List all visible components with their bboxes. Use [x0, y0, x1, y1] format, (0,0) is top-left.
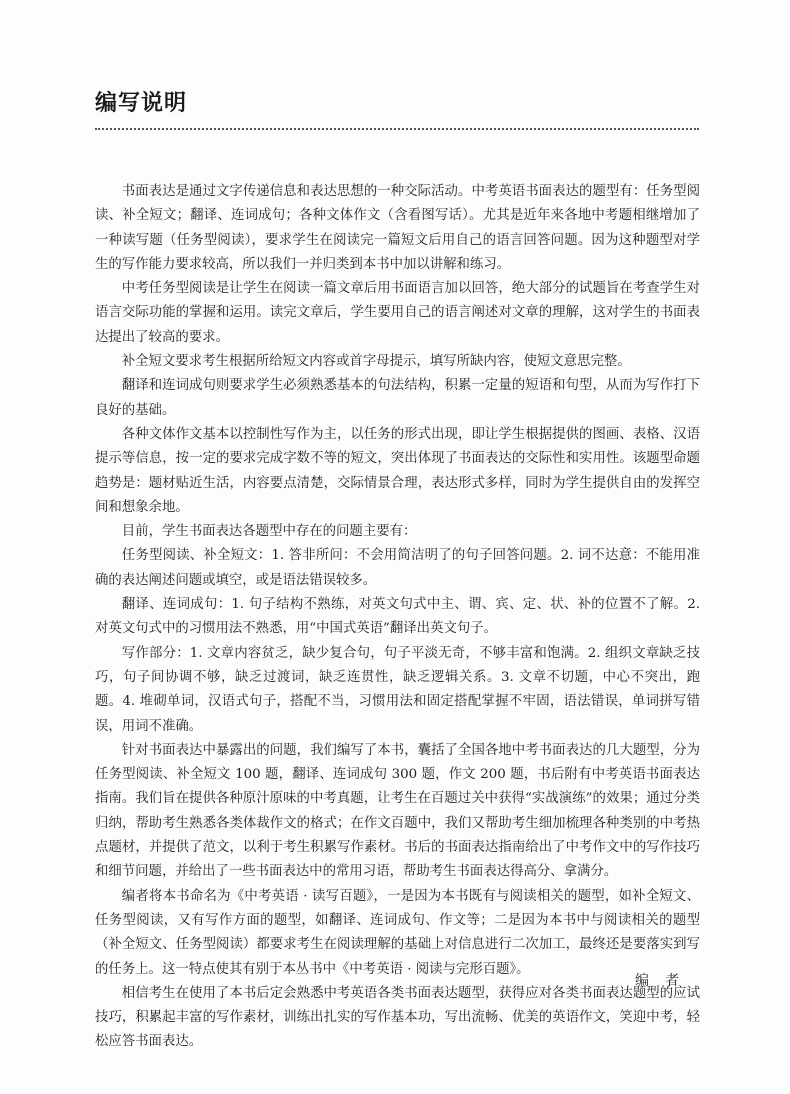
paragraph: 翻译和连词成句则要求学生必须熟悉基本的句法结构，积累一定量的短语和句型，从而为写作打下良好的基础。	[95, 378, 700, 418]
title-dotted-divider	[95, 128, 699, 130]
page-title: 编写说明	[95, 91, 188, 116]
author-signature: 编者	[635, 973, 695, 989]
preface-body	[95, 180, 700, 1055]
paragraph: 各种文体作文基本以控制性写作为主，以任务的形式出现，即让学生根据提供的图画、表格、汉语提示等信息，按一定的要求完成字数不等的短文，突出体现了书面表达的交际性和实用性。该题型命题趋势是：题材贴近生活，内容要点清楚，交际情景合理，表达形式多样，同时为学生提供自由的发挥空间和想象余地。	[95, 426, 700, 515]
paragraph: 相信考生在使用了本书后定会熟悉中考英语各类书面表达题型，获得应对各类书面表达题型的应试技巧，积累起丰富的写作素材，训练出扎实的写作基本功，写出流畅、优美的英语作文，笑迎中考，轻松应答书面表达。	[95, 985, 700, 1050]
paragraph: 书面表达是通过文字传递信息和表达思想的一种交际活动。中考英语书面表达的题型有：任务型阅读、补全短文；翻译、连词成句；各种文体作文（含看图写话）。尤其是近年来各地中考题相继增加了一种读写题（任务型阅读），要求学生在阅读完一篇短文后用自己的语言回答问题。因为这种题型对学生的写作能力要求较高，所以我们一并归类到本书中加以讲解和练习。	[95, 184, 700, 272]
paragraph: 目前，学生书面表达各题型中存在的问题主要有：	[121, 524, 417, 540]
paragraph: 针对书面表达中暴露出的问题，我们编写了本书，囊括了全国各地中考书面表达的几大题型，分为任务型阅读、补全短文 100 题，翻译、连词成句 300 题，作文 200 题，书后附有中考英语书面表达指南。我们旨在提供各种原汁原味的中考真题，让考生在百题过关中获得“实战演练”的效果；通过分类归纳，帮助考生熟悉各类体裁作文的格式；在作文百题中，我们又帮助考生细加梳理各种类别的中考热点题材，并提供了范文，以利于考生积累写作素材。书后的书面表达指南给出了中考作文中的写作技巧和细节问题，并给出了一些书面表达中的常用习语，帮助考生书面表达得高分、拿满分。	[95, 742, 700, 880]
paragraph: 中考任务型阅读是让学生在阅读一篇文章后用书面语言加以回答，绝大部分的试题旨在考查学生对语言交际功能的掌握和运用。读完文章后，学生要用自己的语言阐述对文章的理解，这对学生的书面表达提出了较高的要求。	[95, 281, 700, 345]
paragraph: 编者将本书命名为《中考英语 · 读写百题》，一是因为本书既有与阅读相关的题型，如补全短文、任务型阅读，又有写作方面的题型，如翻译、连词成句、作文等；二是因为本书中与阅读相关的题型（补全短文、任务型阅读）都要求考生在阅读理解的基础上对信息进行二次加工，最终还是要落实到写的任务上。这一特点使其有别于本丛书中《中考英语 · 阅读与完形百题》。	[95, 888, 700, 977]
paragraph: 翻译、连词成句：1. 句子结构不熟练，对英文句式中主、谓、宾、定、状、补的位置不了解。2. 对英文句式中的习惯用法不熟悉，用“中国式英语”翻译出英文句子。	[95, 597, 700, 637]
paragraph: 补全短文要求考生根据所给短文内容或首字母提示，填写所缺内容，使短文意思完整。	[121, 354, 631, 370]
paragraph: 任务型阅读、补全短文：1. 答非所问：不会用简洁明了的句子回答问题。2. 词不达意：不能用准确的表达阐述问题或填空，或是语法错误较多。	[95, 548, 700, 588]
paragraph: 写作部分：1. 文章内容贫乏，缺少复合句，句子平淡无奇，不够丰富和饱满。2. 组织文章缺乏技巧，句子间协调不够，缺乏过渡词，缺乏连贯性，缺乏逻辑关系。3. 文章不切题，中心不突出，跑题。4. 堆砌单词，汉语式句子，搭配不当，习惯用法和固定搭配掌握不牢固，语法错误，单词拼写错误，用词不准确。	[95, 645, 700, 734]
